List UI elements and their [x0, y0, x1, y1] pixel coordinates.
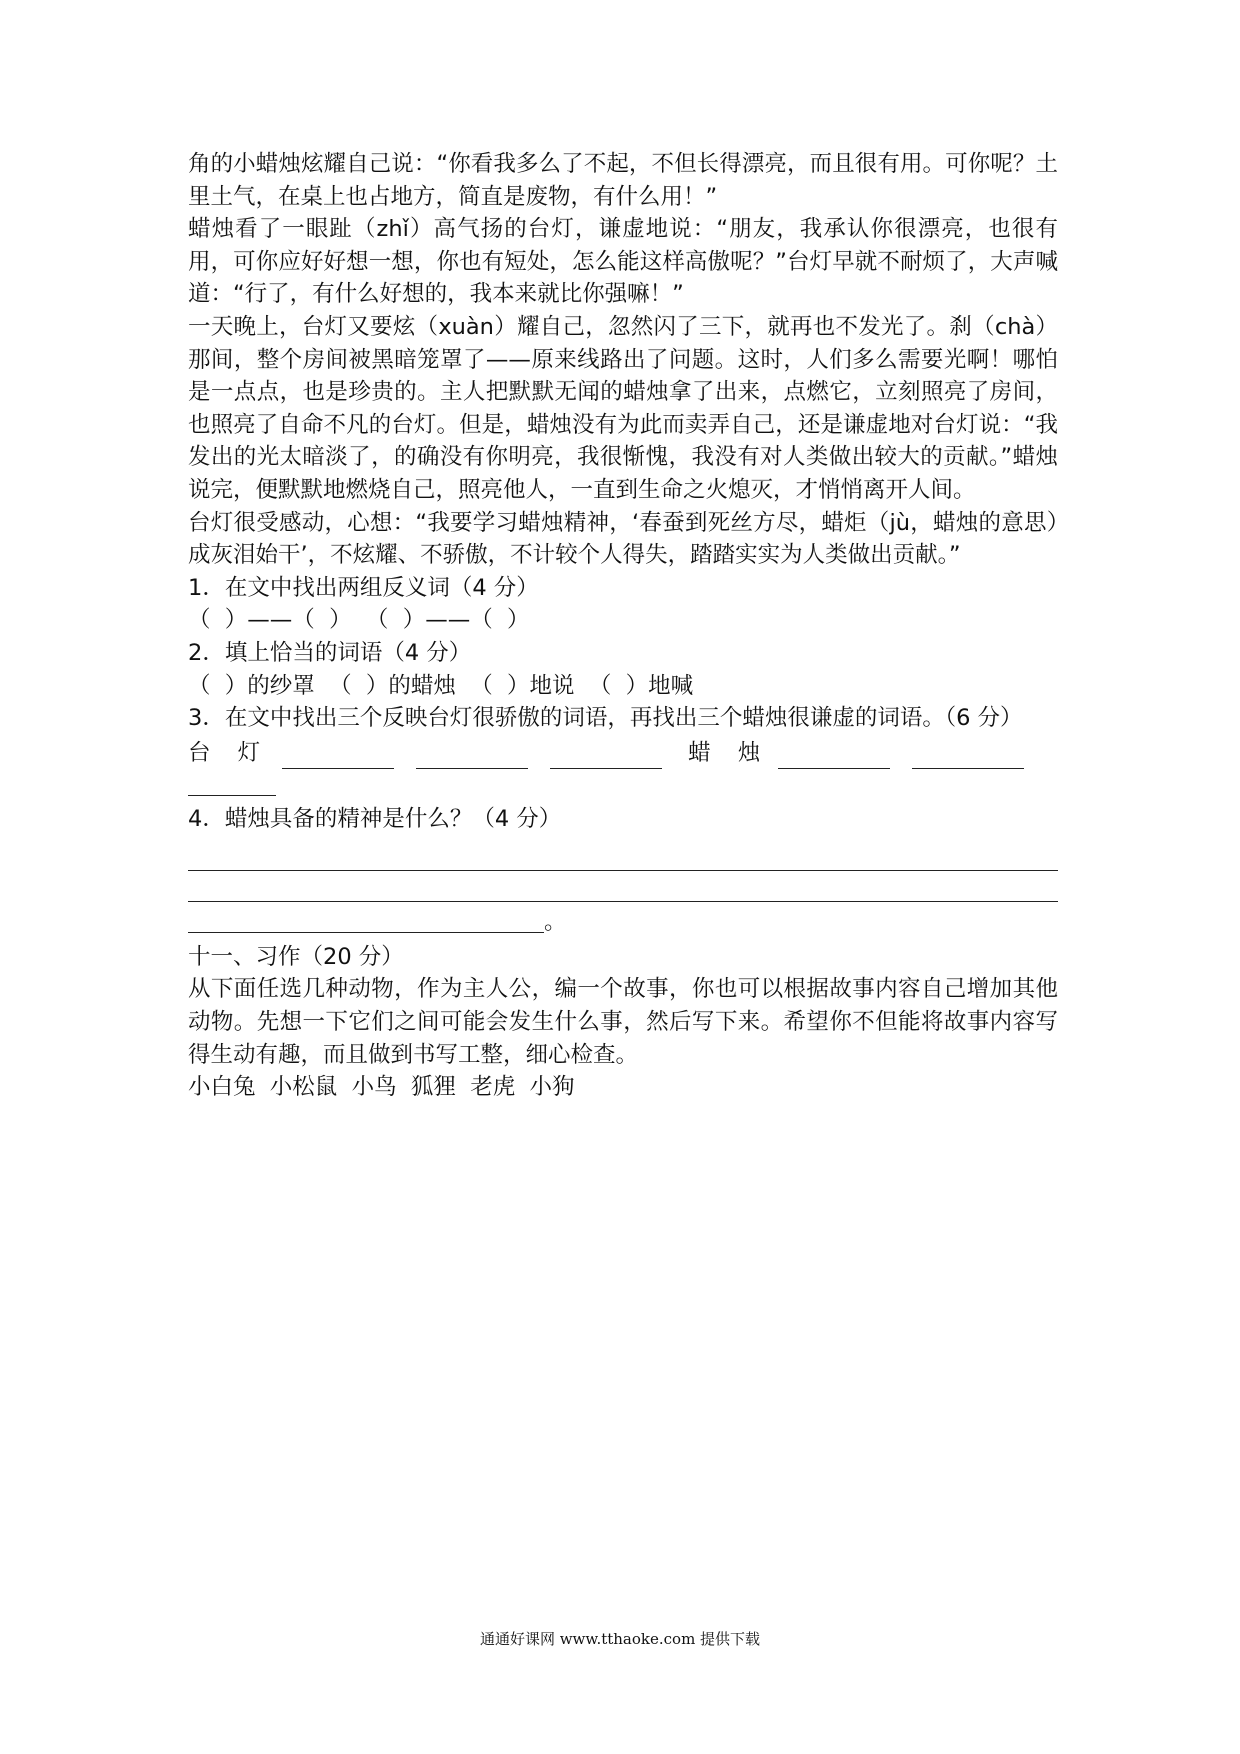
question-4-prompt: 4．蜡烛具备的精神是什么？（4 分）: [188, 806, 562, 833]
composition-heading: 十一、习作（20 分）: [188, 943, 404, 970]
lamp-blank-2[interactable]: [416, 744, 528, 769]
question-4-answer-area: [188, 840, 1058, 933]
answer-end-mark: 。: [544, 908, 567, 935]
answer-line-1[interactable]: [188, 840, 1058, 871]
lamp-blank-1[interactable]: [282, 744, 394, 769]
question-1-answer-template[interactable]: （ ）——（ ） （ ）——（ ）: [188, 607, 530, 634]
answer-line-3[interactable]: [188, 902, 544, 933]
composition-animals: 小白兔 小松鼠 小鸟 狐狸 老虎 小狗: [188, 1074, 575, 1101]
question-3-answer-row: [188, 737, 1058, 770]
label-candle: 蜡 烛: [688, 739, 771, 766]
question-3-answer-row-2: [188, 773, 1058, 793]
candle-blank-3[interactable]: [188, 777, 276, 796]
candle-blank-2[interactable]: [912, 744, 1024, 769]
answer-line-2[interactable]: [188, 871, 1058, 902]
passage-paragraph-2: 蜡烛看了一眼趾（zhǐ）高气扬的台灯，谦虚地说：“朋友，我承认你很漂亮，也很有用，可你应好好想一想，你也有短处，怎么能这样高傲呢？”台灯早就不耐烦了，大声喊道：“行了，有什么好想的，我本来就比你强嘛！”: [188, 216, 1058, 308]
composition-instructions: 从下面任选几种动物，作为主人公，编一个故事，你也可以根据故事内容自己增加其他动物。先想一下它们之间可能会发生什么事，然后写下来。希望你不但能将故事内容写得生动有趣，而且做到书写工整，细心检查。: [188, 976, 1058, 1068]
question-1-prompt: 1．在文中找出两组反义词（4 分）: [188, 574, 539, 601]
page-footer: 通通好课网 www.tthaoke.com 提供下载: [479, 1630, 761, 1648]
lamp-blank-3[interactable]: [550, 744, 662, 769]
question-2-prompt: 2．填上恰当的词语（4 分）: [188, 639, 472, 666]
passage-paragraph-3: 一天晚上，台灯又要炫（xuàn）耀自己，忽然闪了三下，就再也不发光了。刹（chà）那间，整个房间被黑暗笼罩了——原来线路出了问题。这时，人们多么需要光啊！哪怕是一点点，也是珍贵的。主人把默默无闻的蜡烛拿了出来，点燃它，立刻照亮了房间，也照亮了自命不凡的台灯。但是，蜡烛没有为此而卖弄自己，还是谦虚地对台灯说：“我发出的光太暗淡了，的确没有你明亮，我很惭愧，我没有对人类做出较大的贡献。”蜡烛说完，便默默地燃烧自己，照亮他人，一直到生命之火熄灭，才悄悄离开人间。: [188, 313, 1058, 503]
question-3-prompt: 3．在文中找出三个反映台灯很骄傲的词语，再找出三个蜡烛很谦虚的词语。（6 分）: [188, 705, 1023, 732]
question-2-answer-template[interactable]: （ ）的纱罩 （ ）的蜡烛 （ ）地说 （ ）地喊: [188, 672, 694, 699]
passage-paragraph-1: 角的小蜡烛炫耀自己说：“你看我多么了不起，不但长得漂亮，而且很有用。可你呢？土里土气，在桌上也占地方，简直是废物，有什么用！”: [188, 151, 1058, 210]
candle-blank-1[interactable]: [778, 744, 890, 769]
passage-paragraph-4: 台灯很受感动，心想：“我要学习蜡烛精神，‘春蚕到死丝方尽，蜡炬（jù，蜡烛的意思）成灰泪始干’，不炫耀、不骄傲，不计较个人得失，踏踏实实为人类做出贡献。”: [188, 509, 1058, 569]
answer-line-3-row: [188, 902, 1058, 933]
label-lamp: 台 灯: [188, 739, 271, 766]
worksheet-content: [188, 148, 1058, 1104]
